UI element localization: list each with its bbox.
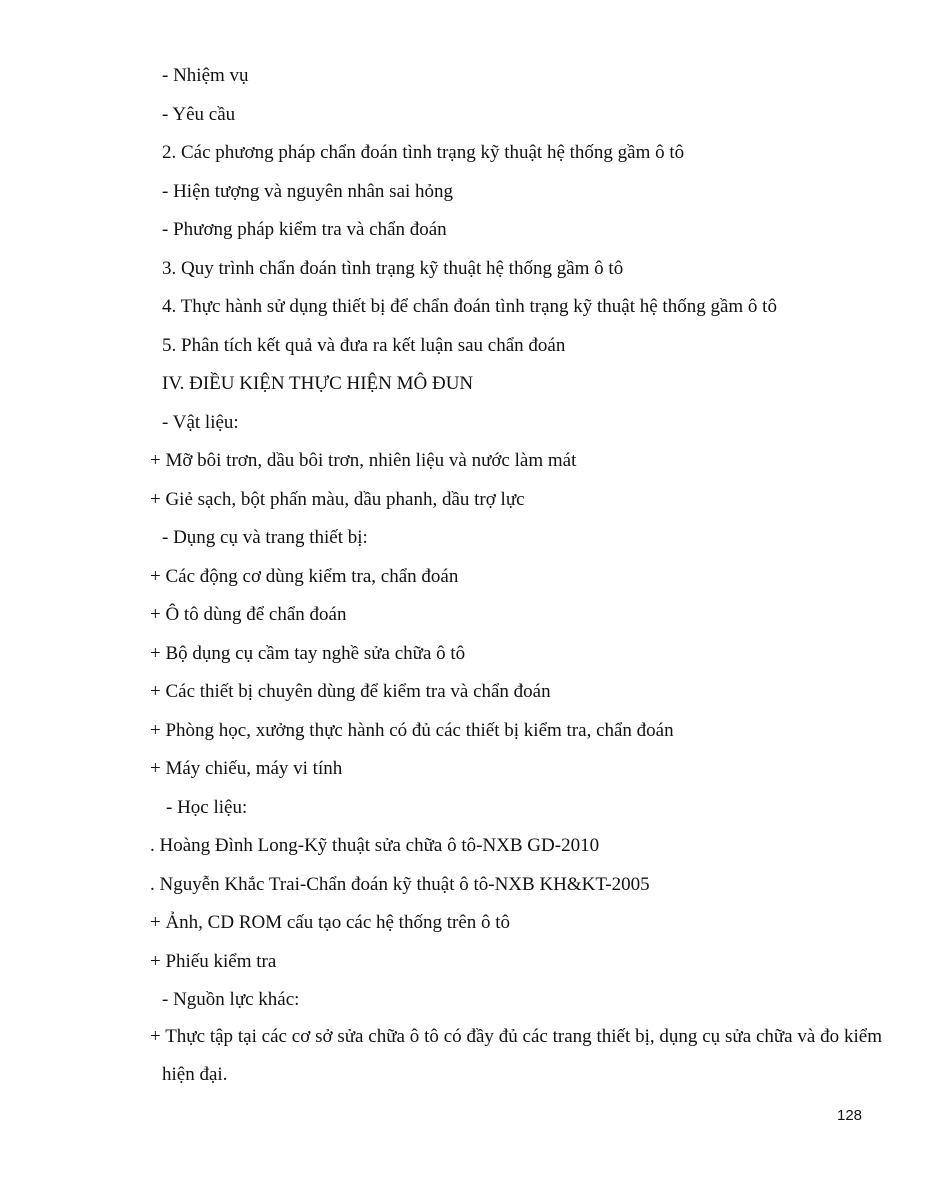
text-line-requirement: - Yêu cầu [162, 104, 236, 125]
reference-item: . Hoàng Đình Long-Kỹ thuật sửa chữa ô tô-NXB GD-2010 [150, 835, 600, 856]
section-item-2: 2. Các phương pháp chẩn đoán tình trạng kỹ thuật hệ thống gầm ô tô [162, 142, 685, 163]
section-heading-iv: IV. ĐIỀU KIỆN THỰC HIỆN MÔ ĐUN [162, 373, 474, 394]
list-item: + Ô tô dùng để chẩn đoán [150, 604, 347, 625]
list-item: + Các thiết bị chuyên dùng để kiểm tra và chẩn đoán [150, 681, 551, 702]
list-item: + Các động cơ dùng kiểm tra, chẩn đoán [150, 566, 459, 587]
text-line-method: - Phương pháp kiểm tra và chẩn đoán [162, 219, 447, 240]
list-item: + Ảnh, CD ROM cấu tạo các hệ thống trên ô tô [150, 912, 511, 933]
list-item: + Phiếu kiểm tra [150, 951, 277, 972]
section-item-3: 3. Quy trình chẩn đoán tình trạng kỹ thuật hệ thống gầm ô tô [162, 258, 624, 279]
list-item: + Bộ dụng cụ cầm tay nghề sửa chữa ô tô [150, 643, 466, 664]
list-item: + Giẻ sạch, bột phấn màu, dầu phanh, dầu trợ lực [150, 489, 525, 510]
text-line-phenomena: - Hiện tượng và nguyên nhân sai hỏng [162, 181, 454, 202]
section-item-4: 4. Thực hành sử dụng thiết bị để chẩn đoán tình trạng kỹ thuật hệ thống gầm ô tô [162, 296, 777, 317]
subheading-tools: - Dụng cụ và trang thiết bị: [162, 527, 368, 548]
list-item: + Phòng học, xưởng thực hành có đủ các thiết bị kiểm tra, chẩn đoán [150, 720, 674, 741]
section-item-5: 5. Phân tích kết quả và đưa ra kết luận sau chẩn đoán [162, 335, 566, 356]
page-number: 128 [837, 1107, 863, 1124]
list-item: + Mỡ bôi trơn, dầu bôi trơn, nhiên liệu và nước làm mát [150, 450, 577, 471]
text-line-task: - Nhiệm vụ [162, 65, 249, 86]
subheading-materials: - Vật liệu: [162, 412, 239, 433]
list-item: + Máy chiếu, máy vi tính [150, 758, 343, 779]
list-item-internship: + Thực tập tại các cơ sở sửa chữa ô tô có đầy đủ các trang thiết bị, dụng cụ sửa chữa và đo kiểm hiện đại. [150, 1026, 882, 1085]
subheading-other-resources: - Nguồn lực khác: [162, 989, 300, 1010]
subheading-learning-materials: - Học liệu: [166, 797, 248, 818]
reference-item: . Nguyễn Khắc Trai-Chẩn đoán kỹ thuật ô tô-NXB KH&KT-2005 [150, 874, 650, 895]
